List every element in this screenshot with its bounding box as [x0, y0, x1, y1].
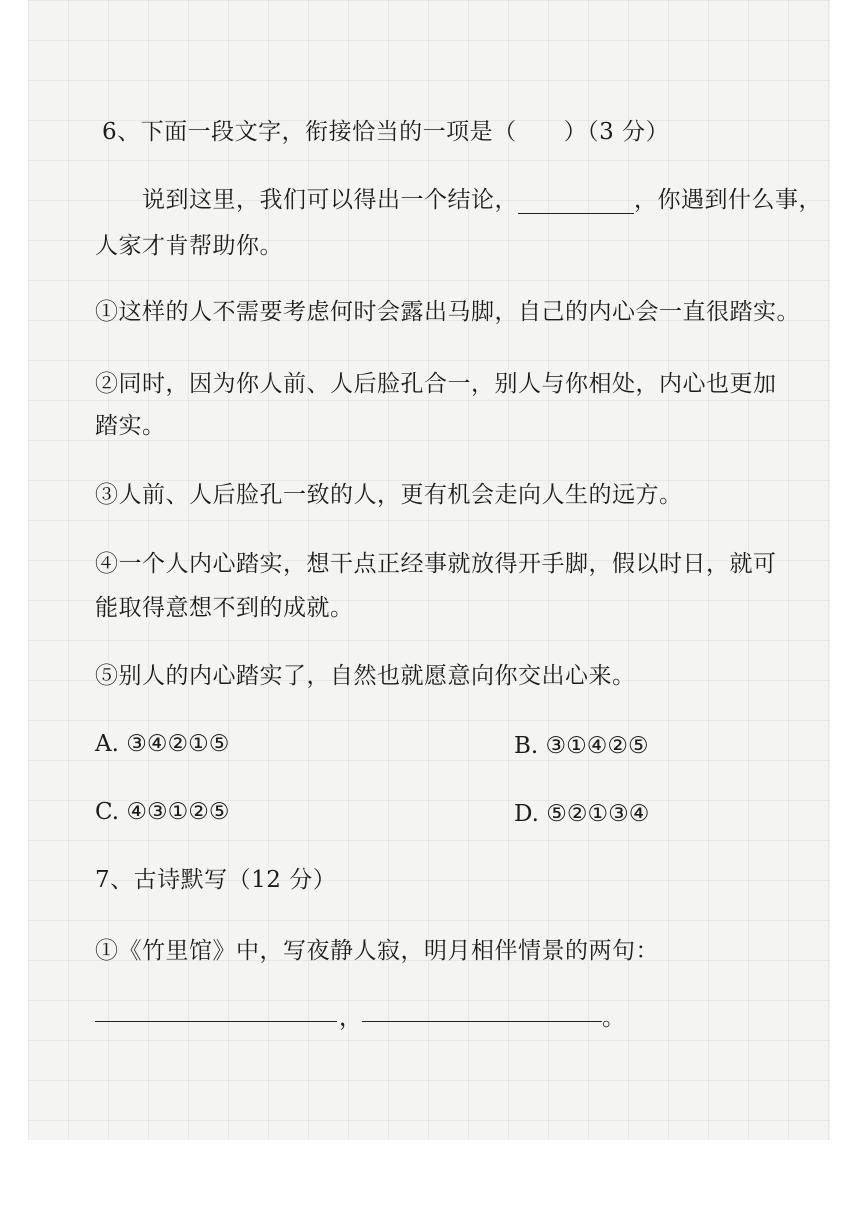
sentence-1: ①这样的人不需要考虑何时会露出马脚，自己的内心会一直很踏实。 — [95, 299, 800, 325]
sentence-2-line-1: ②同时，因为你人前、人后脸孔合一，别人与你相处，内心也更加 — [95, 371, 777, 397]
passage-line-1 — [142, 186, 822, 214]
answer-comma: ， — [339, 1005, 362, 1031]
sentence-4-line-2: 能取得意想不到的成就。 — [95, 595, 354, 621]
question-6-title: 6、下面一段文字，衔接恰当的一项是（ ）（3 分） — [102, 119, 670, 145]
question-7-title: 7、古诗默写（12 分） — [95, 867, 337, 893]
option-a: A. ③④②①⑤ — [95, 731, 230, 757]
option-c: C. ④③①②⑤ — [95, 799, 230, 825]
passage-before-blank: 说到这里，我们可以得出一个结论， — [142, 187, 518, 213]
passage-after-blank: ，你遇到什么事， — [634, 187, 822, 213]
answer-blank — [518, 191, 634, 214]
passage-line-2: 人家才肯帮助你。 — [95, 233, 283, 259]
answer-line-2 — [362, 1021, 602, 1022]
sentence-3: ③人前、人后脸孔一致的人，更有机会走向人生的远方。 — [95, 482, 683, 508]
answer-line-1 — [95, 1021, 337, 1022]
option-d: D. ⑤②①③④ — [514, 801, 650, 827]
sentence-5: ⑤别人的内心踏实了，自然也就愿意向你交出心来。 — [95, 663, 636, 689]
option-b: B. ③①④②⑤ — [514, 733, 649, 759]
sentence-2-line-2: 踏实。 — [95, 413, 166, 439]
question-7-item-1: ①《竹里馆》中，写夜静人寂，明月相伴情景的两句： — [95, 938, 659, 964]
sentence-4-line-1: ④一个人内心踏实，想干点正经事就放得开手脚，假以时日，就可 — [95, 551, 777, 577]
answer-period: 。 — [602, 1005, 625, 1031]
